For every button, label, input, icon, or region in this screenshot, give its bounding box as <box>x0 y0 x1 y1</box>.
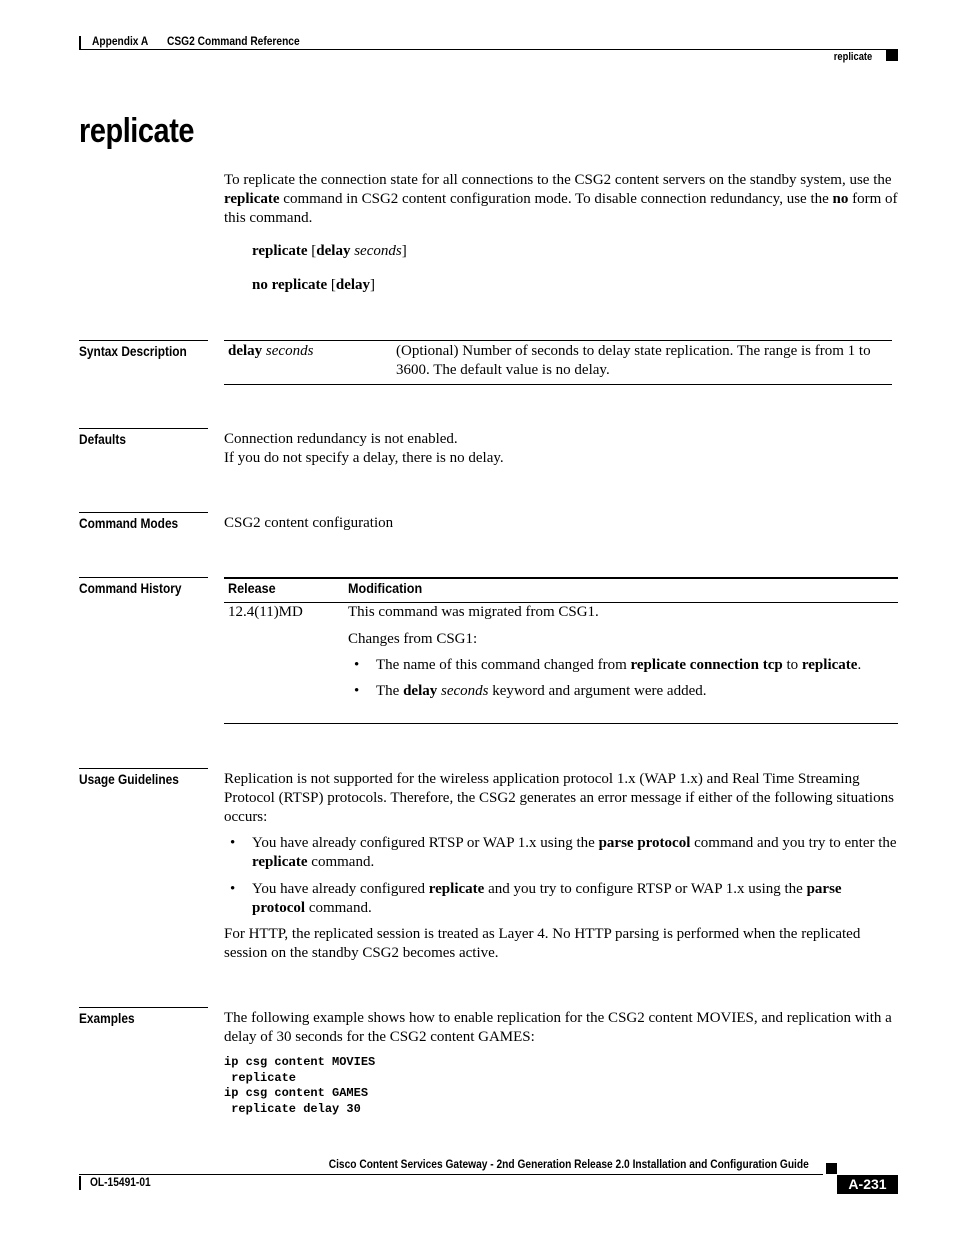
code-line: replicate <box>224 1070 297 1085</box>
footer-marker <box>826 1163 837 1174</box>
intro-keyword-replicate: replicate <box>224 191 280 207</box>
history-bullet-2: • The delay seconds keyword and argument were added. <box>348 682 868 701</box>
section-label-usage-guidelines: Usage Guidelines <box>79 768 208 787</box>
usage-bullet-1: • You have already configured RTSP or WAP 1.x using the parse protocol command and you try to enter the replicate command. <box>224 834 898 872</box>
command-modes-text: CSG2 content configuration <box>224 515 394 531</box>
footer-page-number: A-231 <box>837 1175 898 1194</box>
syntax-desc-term <box>228 342 313 361</box>
code-line: replicate delay 30 <box>224 1101 361 1116</box>
syntax-table-top-rule <box>224 340 892 341</box>
history-table-bottom-rule <box>224 723 898 724</box>
syntax-no-bracket-open: [ <box>330 277 336 293</box>
syntax-cmd: replicate <box>252 243 308 259</box>
history-col-modification: Modification <box>348 580 423 596</box>
defaults-line-1: Connection redundancy is not enabled. <box>224 431 458 447</box>
example-code-block <box>224 1055 375 1117</box>
history-mod-2: Changes from CSG1: <box>348 631 478 647</box>
syntax-line-no-replicate <box>252 276 375 295</box>
header-chapter: CSG2 Command Reference <box>167 34 300 48</box>
intro-keyword-no: no <box>832 191 849 207</box>
code-line: ip csg content MOVIES <box>224 1055 376 1069</box>
header-marker <box>886 50 898 61</box>
usage-bullet-list <box>224 834 898 918</box>
examples-intro: The following example shows how to enable replication for the CSG2 content MOVIES, and replication with a delay of 30 seconds for the CSG2 content GAMES: <box>224 1010 892 1045</box>
syntax-no-bracket-close: ] <box>370 277 376 293</box>
section-label-command-modes: Command Modes <box>79 512 208 531</box>
history-mod-1: This command was migrated from CSG1. <box>348 604 599 620</box>
history-bullet-list <box>348 656 868 701</box>
syntax-no-cmd: no replicate <box>252 277 328 293</box>
syntax-line-replicate <box>252 242 407 261</box>
syntax-kw: delay <box>316 243 351 259</box>
intro-paragraph <box>224 171 898 228</box>
syntax-bracket-open: [ <box>311 243 317 259</box>
section-label-defaults: Defaults <box>79 428 208 447</box>
usage-paragraph-1: Replication is not supported for the wireless application protocol 1.x (WAP 1.x) and Real Time Streaming Protocol (RTSP) protocols. Therefore, the CSG2 generates an error message if either of the following situations occurs: <box>224 771 894 825</box>
page-title: replicate <box>79 112 195 150</box>
footer-doc-number: OL-15491-01 <box>90 1175 151 1189</box>
intro-text-3: form of this command. <box>224 191 898 226</box>
code-line: ip csg content GAMES <box>224 1086 369 1100</box>
header-running-title: replicate <box>833 51 872 63</box>
syntax-arg: seconds <box>354 243 402 259</box>
section-label-examples: Examples <box>79 1007 208 1026</box>
section-label-command-history: Command History <box>79 577 208 596</box>
syntax-desc-kw: delay <box>228 343 263 359</box>
footer-rule <box>79 1174 823 1175</box>
header-rule <box>79 49 898 50</box>
syntax-table-bottom-rule <box>224 384 892 385</box>
syntax-desc-definition: (Optional) Number of seconds to delay state replication. The range is from 1 to 3600. The default value is no delay. <box>396 343 871 378</box>
history-col-release: Release <box>228 580 276 596</box>
history-bullet-1: • The name of this command changed from replicate connection tcp to replicate. <box>348 656 868 675</box>
intro-text-1: To replicate the connection state for all connections to the CSG2 content servers on the standby system, use the <box>224 172 892 188</box>
intro-text-2: command in CSG2 content configuration mode. To disable connection redundancy, use the <box>283 191 829 207</box>
defaults-line-2: If you do not specify a delay, there is no delay. <box>224 450 504 466</box>
usage-bullet-2: • You have already configured replicate and you try to configure RTSP or WAP 1.x using the parse protocol command. <box>224 880 898 918</box>
syntax-no-kw: delay <box>335 277 371 293</box>
history-table-top-rule <box>224 577 898 579</box>
header-appendix: Appendix A <box>92 34 149 48</box>
section-label-syntax-description: Syntax Description <box>79 340 208 359</box>
syntax-bracket-close: ] <box>401 243 407 259</box>
usage-paragraph-2: For HTTP, the replicated session is treated as Layer 4. No HTTP parsing is performed when the replicated session on the standby CSG2 becomes active. <box>224 926 861 961</box>
history-release: 12.4(11)MD <box>228 604 303 620</box>
footer-doc-title: Cisco Content Services Gateway - 2nd Generation Release 2.0 Installation and Configuration Guide <box>328 1157 809 1171</box>
syntax-desc-arg: seconds <box>265 343 314 359</box>
header-rule-vertical <box>79 36 81 50</box>
footer-rule-vertical <box>79 1176 81 1190</box>
